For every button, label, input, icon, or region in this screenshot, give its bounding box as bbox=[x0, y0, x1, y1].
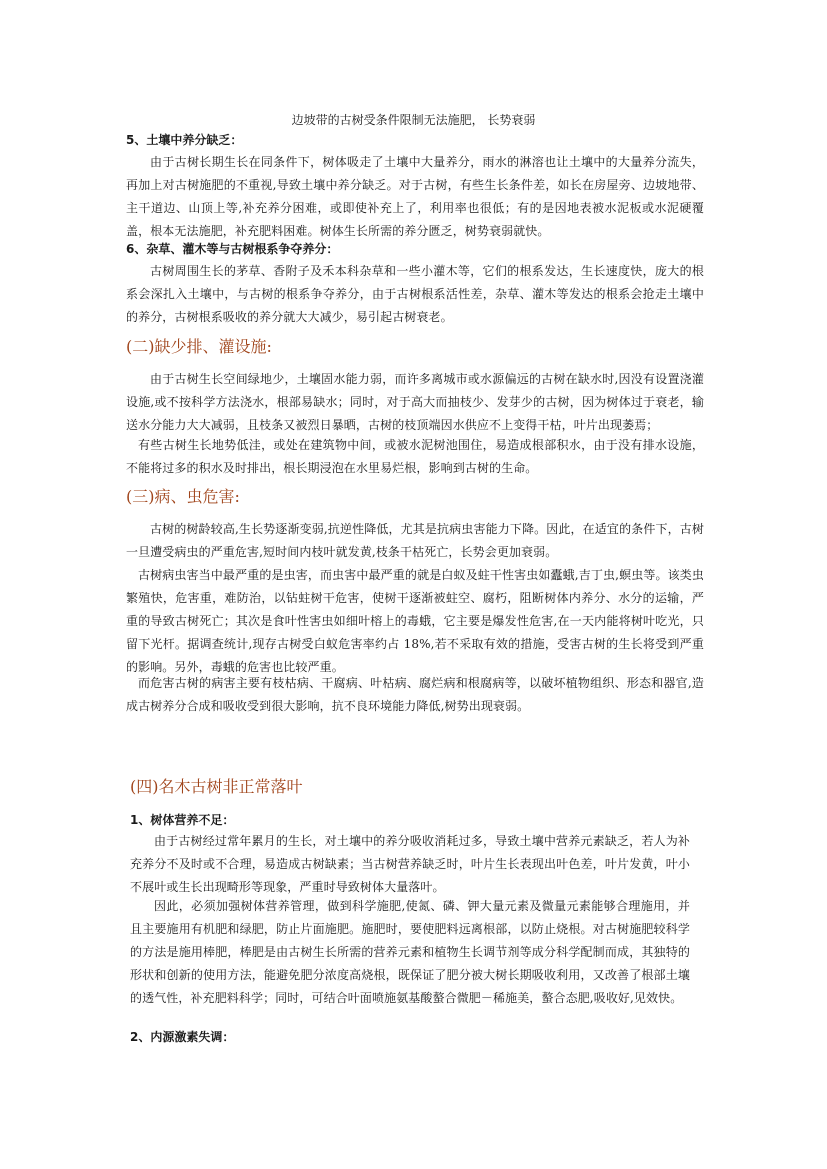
paragraph-3c: 而危害古树的病害主要有枝枯病、干腐病、叶枯病、腐烂病和根腐病等，以破坏植物组织、形态和器官,造成古树养分合成和吸收受到很大影响，抗不良环境能力降低,树势出现衰弱。 bbox=[126, 676, 704, 713]
paragraph-2b: 有些古树生长地势低洼，或处在建筑物中间，或被水泥树池围住，易造成根部积水，由于没有排水设施，不能将过多的积水及时排出，根长期浸泡在水里易烂根，影响到古树的生命。 bbox=[126, 438, 704, 475]
paragraph-2a: 由于古树生长空间绿地少，土壤固水能力弱，而许多离城市或水源偏远的古树在缺水时,因没有设置浇灌设施,或不按科学方法浇水，根部易缺水；同时，对于高大而抽枝少、发芽少的古树，因为树体过于衰老，输送水分能力大大减弱，且枝条又被烈日暴晒，古树的枝顶端因水供应不上变得干枯，叶片出现萎焉； bbox=[126, 372, 704, 432]
section-4-title: (四)名木古树非正常落叶 bbox=[130, 777, 303, 796]
section-2-title: (二)缺少排、灌设施: bbox=[126, 337, 272, 356]
paragraph-3a: 古树的树龄较高,生长势逐渐变弱,抗逆性降低，尤其是抗病虫害能力下降。因此，在适宜的条件下，古树一旦遭受病虫的严重危害,短时间内枝叶就发黄,枝条干枯死亡，长势会更加衰弱。 bbox=[126, 522, 704, 559]
paragraph-4-1b: 因此，必须加强树体营养管理，做到科学施肥,使氮、磷、钾大量元素及微量元素能够合理施用，并且主要施用有机肥和绿肥，防止片面施肥。施肥时，要使肥料远离根部，以防止烧根。对古树施肥较科学的方法是施用棒肥，棒肥是由古树生长所需的营养元素和植物生长调节剂等成分科学配制而成，其独特的形状和创新的使用方法，能避免肥分浓度高烧根，既保证了肥分被大树长期吸收利用，又改善了根部土壤的透气性，补充肥料科学；同时，可结合叶面喷施氨基酸螯合微肥－稀施美，螯合态肥,吸收好,见效快。 bbox=[130, 899, 690, 1005]
paragraph-3b: 古树病虫害当中最严重的是虫害，而虫害中最严重的就是白蚁及蛀干性害虫如蠹蛾,吉丁虫,螟虫等。该类虫繁殖快，危害重，难防治，以钻蛀树干危害，使树干逐渐被蛀空、腐朽，阻断树体内养分、水分的运输，严重的导致古树死亡；其次是食叶性害虫如细叶榕上的毒蛾，它主要是爆发性危害,在一天内能将树叶吃光，只留下光杆。据调查统计,现存古树受白蚁危害率约占 18%,若不采取有效的措施，受害古树的生长将受到严重的影响。另外，毒蛾的危害也比较严重。 bbox=[126, 568, 704, 674]
heading-6: 6、杂草、灌木等与古树根系争夺养分： bbox=[126, 242, 339, 256]
paragraph-6: 古树周围生长的茅草、香附子及禾本科杂草和一些小灌木等，它们的根系发达，生长速度快，庞大的根系会深扎入土壤中，与古树的根系争夺养分，由于古树根系活性差，杂草、灌木等发达的根系会抢走土壤中的养分，古树根系吸收的养分就大大减少，易引起古树衰老。 bbox=[126, 264, 704, 324]
heading-5: 5、土壤中养分缺乏： bbox=[126, 133, 243, 147]
paragraph-5: 由于古树长期生长在同条件下，树体吸走了土壤中大量养分，雨水的淋溶也让土壤中的大量养分流失，再加上对古树施肥的不重视,导致土壤中养分缺乏。对于古树，有些生长条件差，如长在房屋旁、边坡地带、主干道边、山顶上等,补充养分困难，或即使补充上了，利用率也很低；有的是因地表被水泥板或水泥硬覆盖，根本无法施肥，补充肥料困难。树体生长所需的养分匮乏，树势衰弱就快。 bbox=[126, 155, 704, 238]
heading-4-2: 2、内源激素失调： bbox=[130, 1030, 235, 1044]
heading-4-1: 1、树体营养不足： bbox=[130, 813, 235, 827]
figure-caption: 边坡带的古树受条件限制无法施肥， 长势衰弱 bbox=[291, 113, 536, 127]
section-3-title: (三)病、虫危害: bbox=[126, 487, 240, 506]
paragraph-4-1a: 由于古树经过常年累月的生长，对土壤中的养分吸收消耗过多，导致土壤中营养元素缺乏，若人为补充养分不及时或不合理，易造成古树缺素；当古树营养缺乏时，叶片生长表现出叶色差，叶片发黄，叶小不展叶或生长出现畸形等现象，严重时导致树体大量落叶。 bbox=[130, 834, 690, 894]
